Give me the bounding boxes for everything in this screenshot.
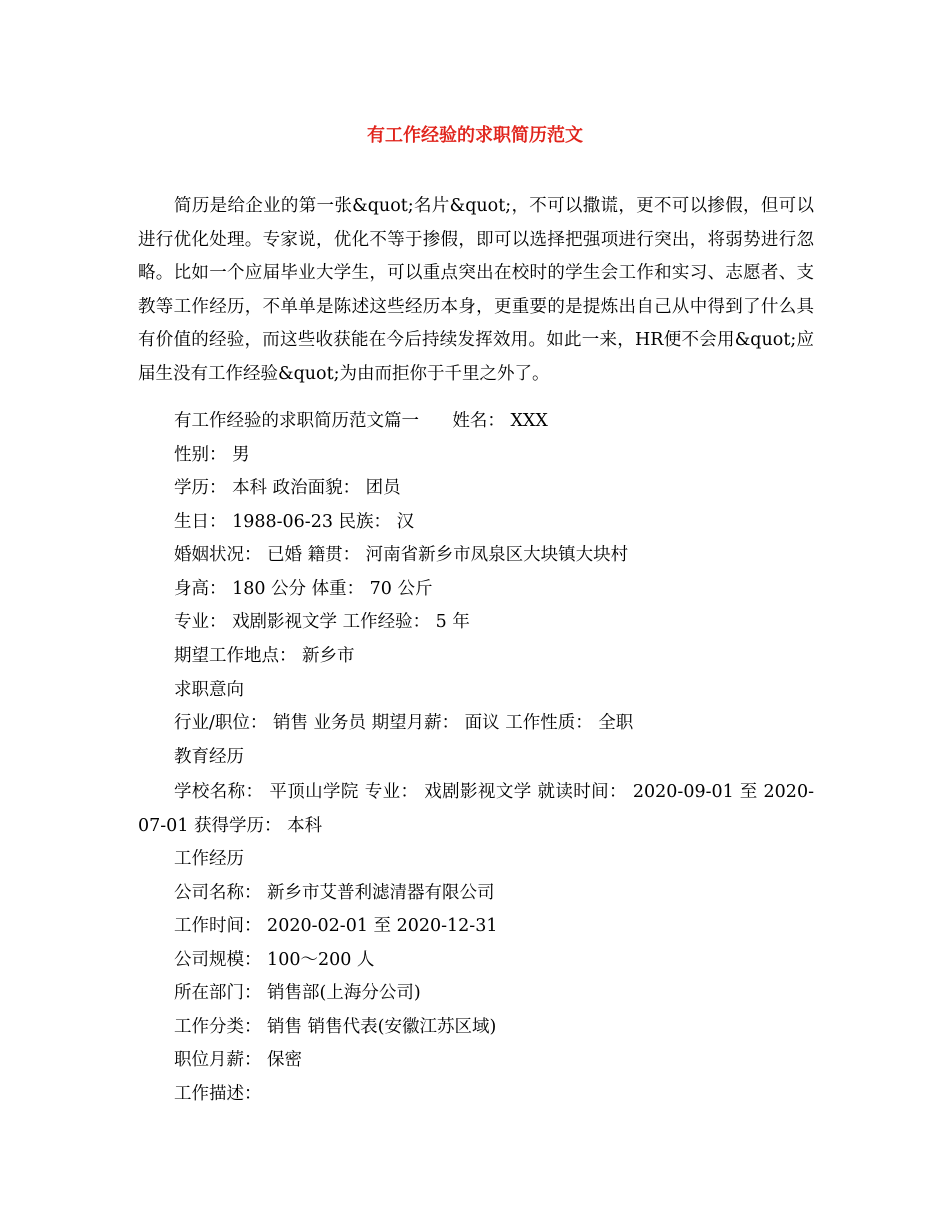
salary-line: 职位月薪： 保密 (174, 1050, 303, 1070)
work-period-line: 工作时间： 2020-02-01 至 2020-12-31 (174, 916, 498, 936)
intro-paragraph: 简历是给企业的第一张&quot;名片&quot;，不可以撒谎，更不可以掺假，但可以进行优化处理。专家说，优化不等于掺假，即可以选择把强项进行突出，将弱势进行忽略。比如一个应届毕业大学生，可以重点突出在校时的学生会工作和实习、志愿者、支教等工作经历，不单单是陈述这些经历本身，更重要的是提炼出自己从中得到了什么具有价值的经验，而这些收获能在今后持续发挥效用。如此一来，HR便不会用&quot;应届生没有工作经验&quot;为由而拒你于千里之外了。 (138, 196, 814, 384)
major-experience-line: 专业： 戏剧影视文学 工作经验： 5 年 (174, 612, 470, 632)
department-line: 所在部门： 销售部(上海分公司) (174, 983, 421, 1003)
document-title: 有工作经验的求职简历范文 (367, 125, 583, 146)
company-size-line: 公司规模： 100～200 人 (174, 950, 375, 970)
height-weight-line: 身高： 180 公分 体重： 70 公斤 (174, 579, 433, 599)
marital-hometown-line: 婚姻状况： 已婚 籍贯： 河南省新乡市凤泉区大块镇大块村 (174, 545, 629, 565)
job-category-line: 工作分类： 销售 销售代表(安徽江苏区域) (174, 1017, 497, 1037)
gender-line: 性别： 男 (174, 445, 250, 465)
expected-location-line: 期望工作地点： 新乡市 (174, 646, 355, 666)
job-description-label: 工作描述： (174, 1084, 262, 1104)
resume-heading-name-line: 有工作经验的求职简历范文篇一 姓名： XXX (174, 411, 548, 431)
school-line: 学校名称： 平顶山学院 专业： 戏剧影视文学 就读时间： 2020-09-01 至 2020-07-01 获得学历： 本科 (138, 782, 814, 836)
work-history-heading: 工作经历 (174, 849, 244, 869)
industry-salary-line: 行业/职位： 销售 业务员 期望月薪： 面议 工作性质： 全职 (174, 713, 634, 733)
company-name-line: 公司名称： 新乡市艾普利滤清器有限公司 (174, 883, 495, 903)
education-politics-line: 学历： 本科 政治面貌： 团员 (174, 478, 401, 498)
birthday-ethnicity-line: 生日： 1988-06-23 民族： 汉 (174, 512, 415, 532)
education-heading: 教育经历 (174, 747, 244, 767)
job-intention-heading: 求职意向 (174, 680, 244, 700)
